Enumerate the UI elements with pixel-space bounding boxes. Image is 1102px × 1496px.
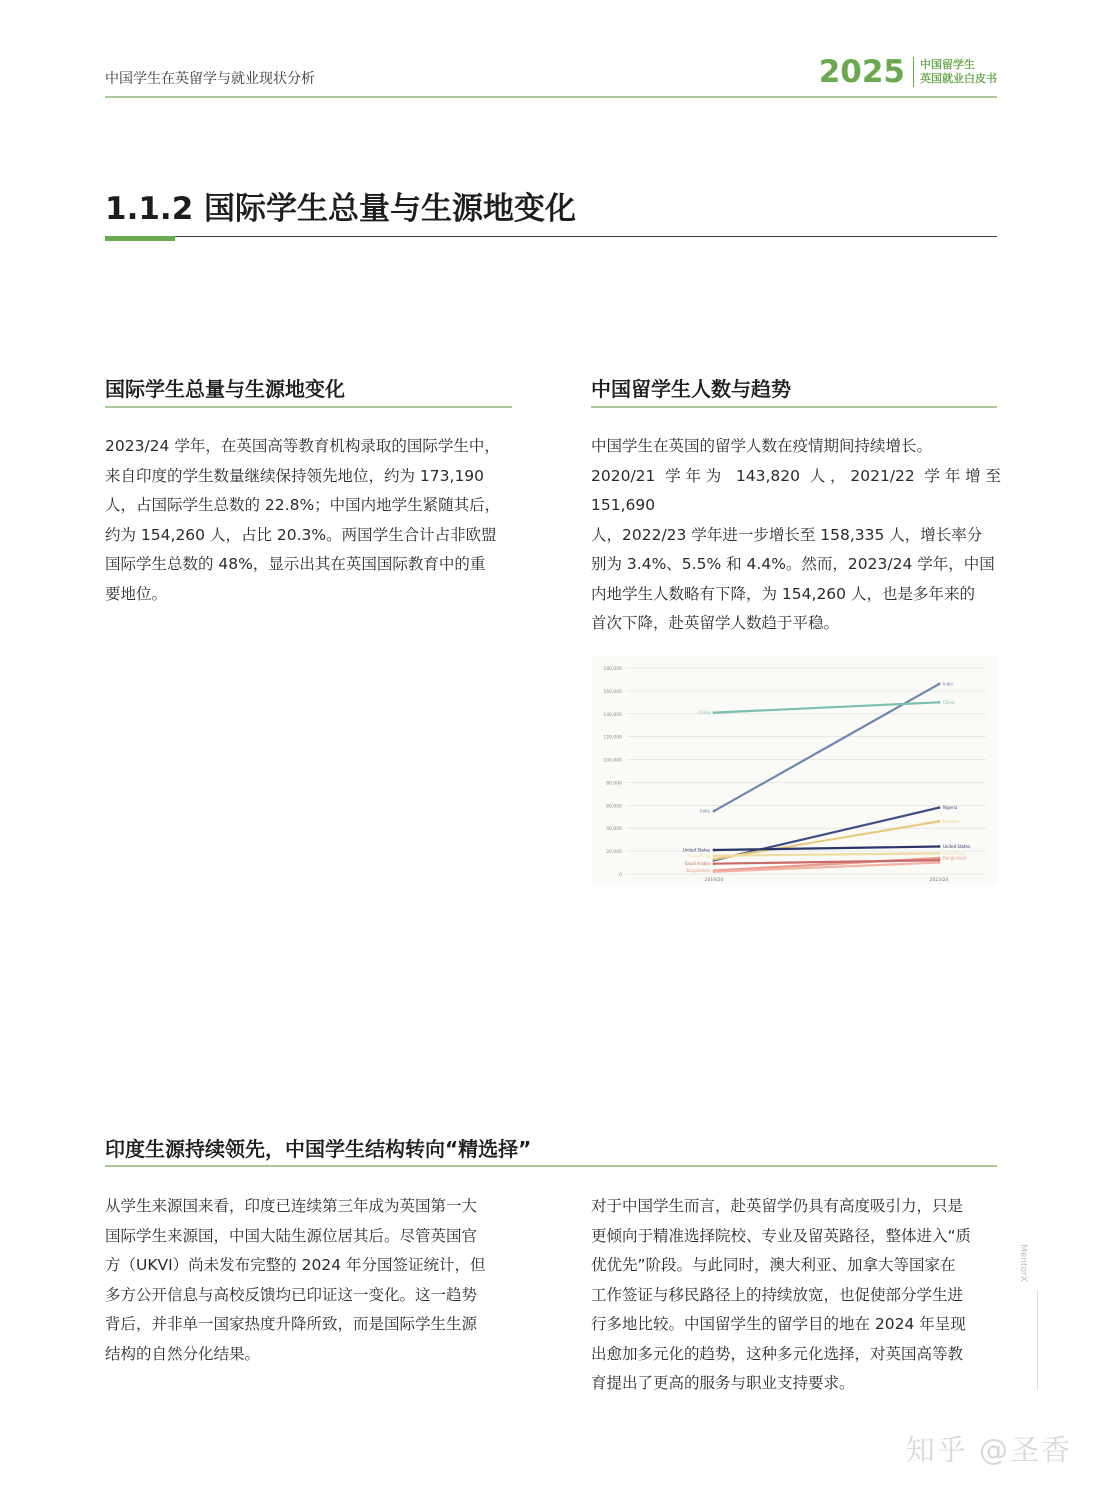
header-brand bbox=[819, 54, 997, 90]
chart-point bbox=[713, 711, 716, 714]
block1-paragraph bbox=[105, 432, 515, 609]
chart-point bbox=[713, 854, 716, 857]
chart-y-tick-label: 100,000 bbox=[603, 758, 622, 764]
chart-y-tick-label: 80,000 bbox=[606, 781, 622, 787]
chart-y-tick-label: 140,000 bbox=[603, 712, 622, 718]
chart-y-tick-label: 0 bbox=[619, 873, 622, 878]
block1-line: 要地位。 bbox=[105, 584, 168, 603]
chart-series-label-start: Hong Kong bbox=[688, 853, 710, 859]
block2-line: 别为 3.4%、5.5% 和 4.4%。然而，2023/24 学年，中国 bbox=[591, 555, 995, 573]
block1-line: 2023/24 学年，在英国高等教育机构录取的国际学生中， bbox=[105, 437, 500, 455]
block3-heading: 印度生源持续领先，中国学生结构转向“精选择” bbox=[105, 1137, 532, 1161]
chart-series-label-start: India bbox=[700, 808, 710, 814]
block3-left-line: 方（UKVI）尚未发布完整的 2024 年分国签证统计，但 bbox=[105, 1256, 486, 1274]
chart-point bbox=[713, 858, 716, 861]
chart-y-tick-label: 160,000 bbox=[603, 689, 622, 695]
chart-point bbox=[713, 849, 716, 852]
chart-series-label-end: China bbox=[943, 699, 955, 705]
side-brand-mark: MentorX bbox=[1018, 1244, 1028, 1282]
block1-heading-rule bbox=[105, 406, 512, 408]
block2-paragraph bbox=[591, 432, 1001, 639]
block3-left-line: 多方公开信息与高校反馈均已印证这一变化。这一趋势 bbox=[105, 1285, 478, 1304]
block3-left-line: 国际学生来源国，中国大陆生源位居其后。尽管英国官 bbox=[105, 1226, 478, 1245]
chart-series-label-start: United States bbox=[682, 847, 710, 853]
chart-series-label-start: Saudi Arabia bbox=[684, 861, 710, 867]
block3-heading-rule bbox=[105, 1165, 997, 1167]
block3-right-paragraph bbox=[591, 1192, 1001, 1399]
chart-series-label-end: Hong Kong bbox=[943, 850, 965, 856]
block3-right-line: 行多地比较。中国留学生的留学目的地在 2024 年呈现 bbox=[591, 1315, 966, 1333]
block3-left-paragraph bbox=[105, 1192, 515, 1369]
chart-point bbox=[938, 852, 941, 855]
header-subtitle bbox=[920, 58, 997, 86]
chart-point bbox=[713, 810, 716, 813]
chart-point bbox=[938, 683, 941, 686]
header-subtitle-line2: 英国就业白皮书 bbox=[920, 72, 997, 85]
chart-point bbox=[938, 701, 941, 704]
header-year: 2025 bbox=[818, 54, 905, 90]
chart-y-tick-label: 40,000 bbox=[606, 827, 622, 833]
block1-line: 人，占国际学生总数的 22.8%；中国内地学生紧随其后， bbox=[105, 496, 501, 514]
block1-heading: 国际学生总量与生源地变化 bbox=[105, 377, 345, 401]
section-title-accent bbox=[105, 236, 175, 241]
block2-line: 中国学生在英国的留学人数在疫情期间持续增长。 bbox=[591, 437, 933, 455]
block2-line: 内地学生人数略有下降，为 154,260 人，也是多年来的 bbox=[591, 584, 975, 603]
chart-y-tick-label: 180,000 bbox=[603, 667, 622, 672]
students-by-origin-chart bbox=[592, 656, 998, 884]
block3-right-line: 优优先”阶段。与此同时，澳大利亚、加拿大等国家在 bbox=[591, 1256, 956, 1274]
block1-line: 来自印度的学生数量继续保持领先地位，约为 173,190 bbox=[105, 466, 485, 485]
chart-series-label-start: Bangladesh bbox=[686, 868, 710, 874]
header-subtitle-line1: 中国留学生 bbox=[920, 58, 975, 71]
chart-series-label-end: Pakistan bbox=[943, 818, 960, 824]
chart-point bbox=[938, 806, 941, 809]
chart-point bbox=[713, 870, 716, 873]
block3-right-line: 更倾向于精准选择院校、专业及留英路径，整体进入“质 bbox=[591, 1226, 972, 1245]
block1-line: 约为 154,260 人，占比 20.3%。两国学生合计占非欧盟 bbox=[105, 525, 497, 544]
chart-y-tick-label: 20,000 bbox=[606, 850, 622, 856]
block2-line: 人，2022/23 学年进一步增长至 158,335 人，增长率分 bbox=[591, 525, 983, 544]
block1-line: 国际学生总数的 48%，显示出其在英国国际教育中的重 bbox=[105, 555, 486, 573]
chart-point bbox=[938, 845, 941, 848]
chart-series-label-start: China bbox=[698, 710, 710, 716]
chart-point bbox=[938, 861, 941, 864]
chart-y-tick-label: 60,000 bbox=[606, 804, 622, 810]
chart-series-label-end: Nigeria bbox=[943, 805, 958, 811]
block2-heading: 中国留学生人数与趋势 bbox=[591, 377, 791, 401]
block2-heading-rule bbox=[591, 406, 997, 408]
watermark: 知乎 @圣香 bbox=[905, 1433, 1072, 1467]
chart-series-label-end: Bangladesh bbox=[943, 855, 967, 861]
chart-y-tick-label: 120,000 bbox=[603, 735, 622, 741]
block3-right-line: 出愈加多元化的趋势，这种多元化选择，对英国高等教 bbox=[591, 1344, 964, 1363]
chart-series-label-end: United States bbox=[943, 844, 971, 850]
section-title-rule bbox=[105, 236, 997, 237]
header-rule bbox=[105, 96, 997, 98]
block3-left-line: 从学生来源国来看，印度已连续第三年成为英国第一大 bbox=[105, 1197, 478, 1215]
chart-point bbox=[938, 820, 941, 823]
block3-right-line: 育提出了更高的服务与职业支持要求。 bbox=[591, 1374, 855, 1392]
header-divider bbox=[913, 57, 914, 87]
block3-right-line: 对于中国学生而言，赴英留学仍具有高度吸引力，只是 bbox=[591, 1197, 964, 1215]
chart-x-tick-label: 2023/24 bbox=[929, 878, 949, 883]
header-title: 中国学生在英留学与就业现状分析 bbox=[105, 71, 315, 87]
block3-left-line: 背后，并非单一国家热度升降所致，而是国际学生生源 bbox=[105, 1315, 478, 1333]
chart-x-tick-label: 2019/20 bbox=[704, 878, 724, 883]
side-rule bbox=[1037, 1290, 1038, 1390]
block3-right-line: 工作签证与移民路径上的持续放宽，也促使部分学生进 bbox=[591, 1285, 964, 1304]
section-title: 1.1.2 国际学生总量与生源地变化 bbox=[105, 191, 577, 227]
chart-point bbox=[713, 862, 716, 865]
block2-line: 首次下降，赴英留学人数趋于平稳。 bbox=[591, 614, 840, 632]
chart-series-label-end: India bbox=[943, 681, 953, 687]
block3-left-line: 结构的自然分化结果。 bbox=[105, 1344, 261, 1363]
block2-line: 2020/21 学年为 143,820 人，2021/22 学年增至 151,690 bbox=[591, 466, 1001, 514]
